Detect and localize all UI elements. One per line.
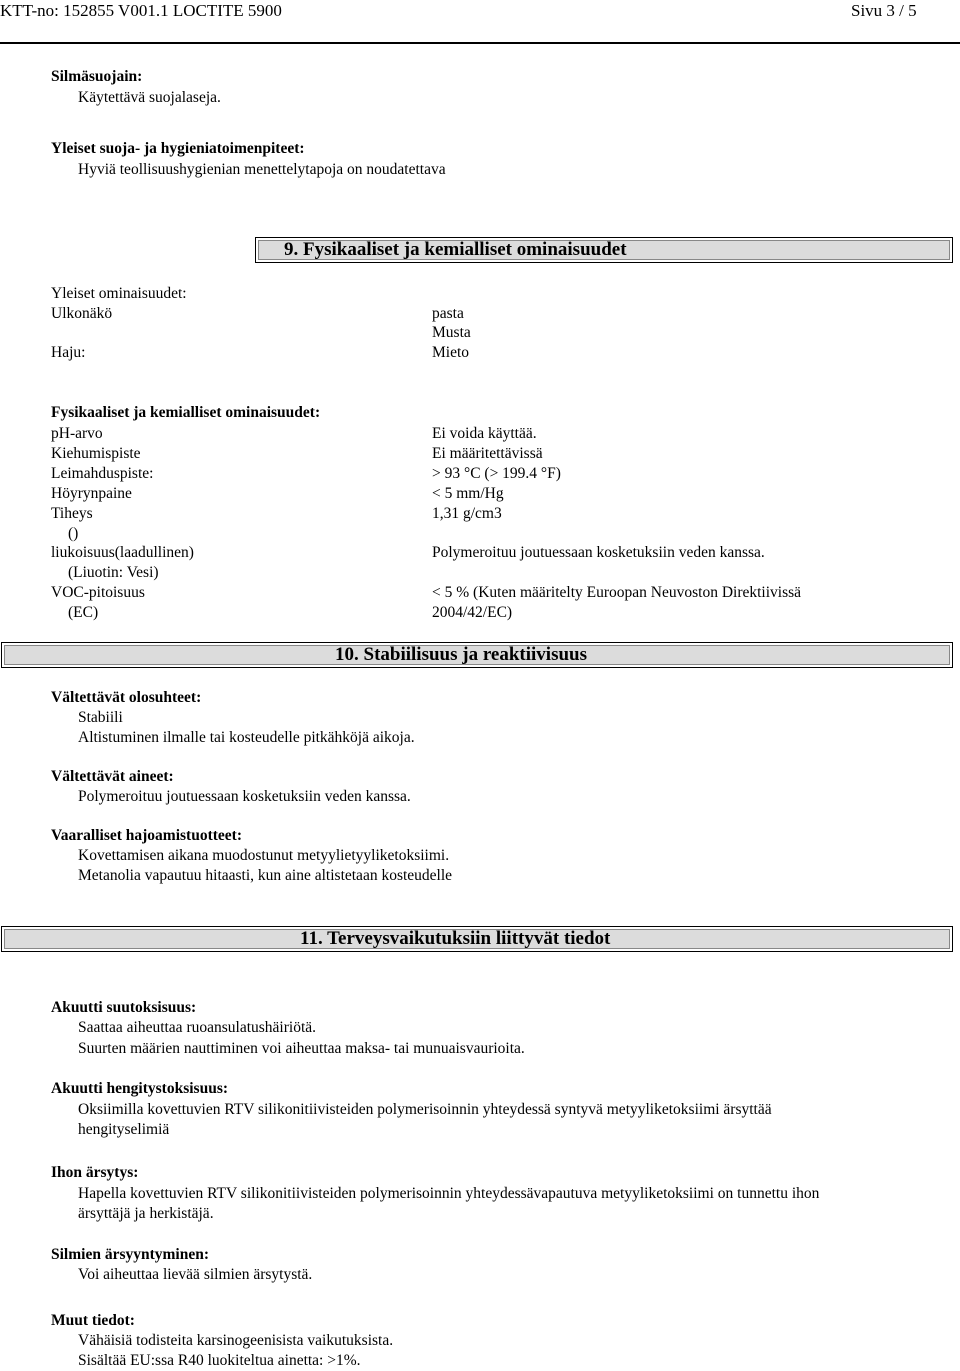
- density-sub-label: (): [68, 525, 79, 542]
- inhalation-toxicity-heading: Akuutti hengitystoksisuus:: [51, 1080, 229, 1097]
- page-number: Sivu 3 / 5: [851, 1, 917, 20]
- conditions-text: Stabiili: [78, 709, 123, 726]
- hygiene-text: Hyviä teollisuushygienian menettelytapoja on noudatettava: [78, 161, 446, 178]
- hygiene-heading: Yleiset suoja- ja hygieniatoimenpiteet:: [51, 140, 305, 157]
- property-label: Tiheys: [51, 505, 93, 522]
- section-9-header: [255, 237, 953, 263]
- solubility-label: liukoisuus(laadullinen): [51, 544, 194, 561]
- skin-irritation-text: Hapella kovettuvien RTV silikonitiivisteiden polymerisoinnin yhteydessävapautuva metyyliketoksiimi on tunnettu ihon: [78, 1185, 820, 1202]
- section-11-title: 11. Terveysvaikutuksiin liittyvät tiedot: [300, 928, 611, 949]
- decomposition-heading: Vaaralliset hajoamistuotteet:: [51, 827, 242, 844]
- property-label: pH-arvo: [51, 425, 103, 442]
- voc-label: VOC-pitoisuus: [51, 584, 145, 601]
- property-value: Ei voida käyttää.: [432, 425, 537, 442]
- section-10-title: 10. Stabiilisuus ja reaktiivisuus: [335, 644, 588, 665]
- eye-irritation-heading: Silmien ärsyyntyminen:: [51, 1246, 210, 1263]
- header-divider: [0, 42, 960, 44]
- property-label: Höyrynpaine: [51, 485, 132, 502]
- solvent-label: (Liuotin: Vesi): [68, 564, 159, 581]
- inhalation-toxicity-text: Oksiimilla kovettuvien RTV silikonitiivisteiden polymerisoinnin yhteydessä syntyvä metyyliketoksiimi ärsyttää: [78, 1101, 772, 1118]
- appearance-value-color: Musta: [432, 324, 471, 341]
- property-value: Ei määritettävissä: [432, 445, 543, 462]
- section-11-header: [1, 926, 953, 952]
- eye-protection-text: Käytettävä suojalaseja.: [78, 89, 221, 106]
- inhalation-toxicity-text: hengityselimiä: [78, 1121, 170, 1138]
- odor-label: Haju:: [51, 344, 86, 361]
- voc-value: < 5 % (Kuten määritelty Euroopan Neuvoston Direktiivissä: [432, 584, 802, 601]
- conditions-heading: Vältettävät olosuhteet:: [51, 689, 202, 706]
- appearance-label: Ulkonäkö: [51, 305, 113, 322]
- eye-irritation-text: Voi aiheuttaa lievää silmien ärsytystä.: [78, 1266, 313, 1283]
- other-info-text: Vähäisiä todisteita karsinogeenisista vaikutuksista.: [78, 1332, 394, 1349]
- property-value: < 5 mm/Hg: [432, 485, 504, 502]
- property-value: 1,31 g/cm3: [432, 505, 502, 522]
- voc-value-cont: 2004/42/EC): [432, 604, 513, 621]
- section-10-header: [1, 642, 953, 668]
- eye-protection-heading: Silmäsuojain:: [51, 68, 143, 85]
- property-value: > 93 °C (> 199.4 °F): [432, 465, 561, 482]
- oral-toxicity-heading: Akuutti suutoksisuus:: [51, 999, 197, 1016]
- property-label: Kiehumispiste: [51, 445, 141, 462]
- oral-toxicity-text: Saattaa aiheuttaa ruoansulatushäiriötä.: [78, 1019, 317, 1036]
- appearance-value-form: pasta: [432, 305, 464, 322]
- properties-heading: Fysikaaliset ja kemialliset ominaisuudet:: [51, 404, 321, 421]
- solubility-value: Polymeroituu joutuessaan kosketuksiin veden kanssa.: [432, 544, 765, 561]
- other-info-heading: Muut tiedot:: [51, 1312, 135, 1329]
- decomposition-text: Kovettamisen aikana muodostunut metyylietyyliketoksiimi.: [78, 847, 450, 864]
- materials-heading: Vältettävät aineet:: [51, 768, 174, 785]
- oral-toxicity-text: Suurten määrien nauttiminen voi aiheuttaa maksa- tai munuaisvaurioita.: [78, 1040, 525, 1057]
- property-label: Leimahduspiste:: [51, 465, 154, 482]
- section-9-title: 9. Fysikaaliset ja kemialliset ominaisuudet: [284, 239, 627, 260]
- other-info-text: Sisältää EU:ssa R40 luokiteltua ainetta: >1%.: [78, 1352, 361, 1369]
- skin-irritation-heading: Ihon ärsytys:: [51, 1164, 139, 1181]
- decomposition-text: Metanolia vapautuu hitaasti, kun aine altistetaan kosteudelle: [78, 867, 453, 884]
- general-properties-heading: Yleiset ominaisuudet:: [51, 285, 187, 302]
- materials-text: Polymeroituu joutuessaan kosketuksiin veden kanssa.: [78, 788, 411, 805]
- odor-value: Mieto: [432, 344, 470, 361]
- document-id: KTT-no: 152855 V001.1 LOCTITE 5900: [0, 1, 282, 20]
- skin-irritation-text: ärsyttäjä ja herkistäjä.: [78, 1205, 214, 1222]
- voc-sub-label: (EC): [68, 604, 99, 621]
- conditions-text: Altistuminen ilmalle tai kosteudelle pitkähköjä aikoja.: [78, 729, 415, 746]
